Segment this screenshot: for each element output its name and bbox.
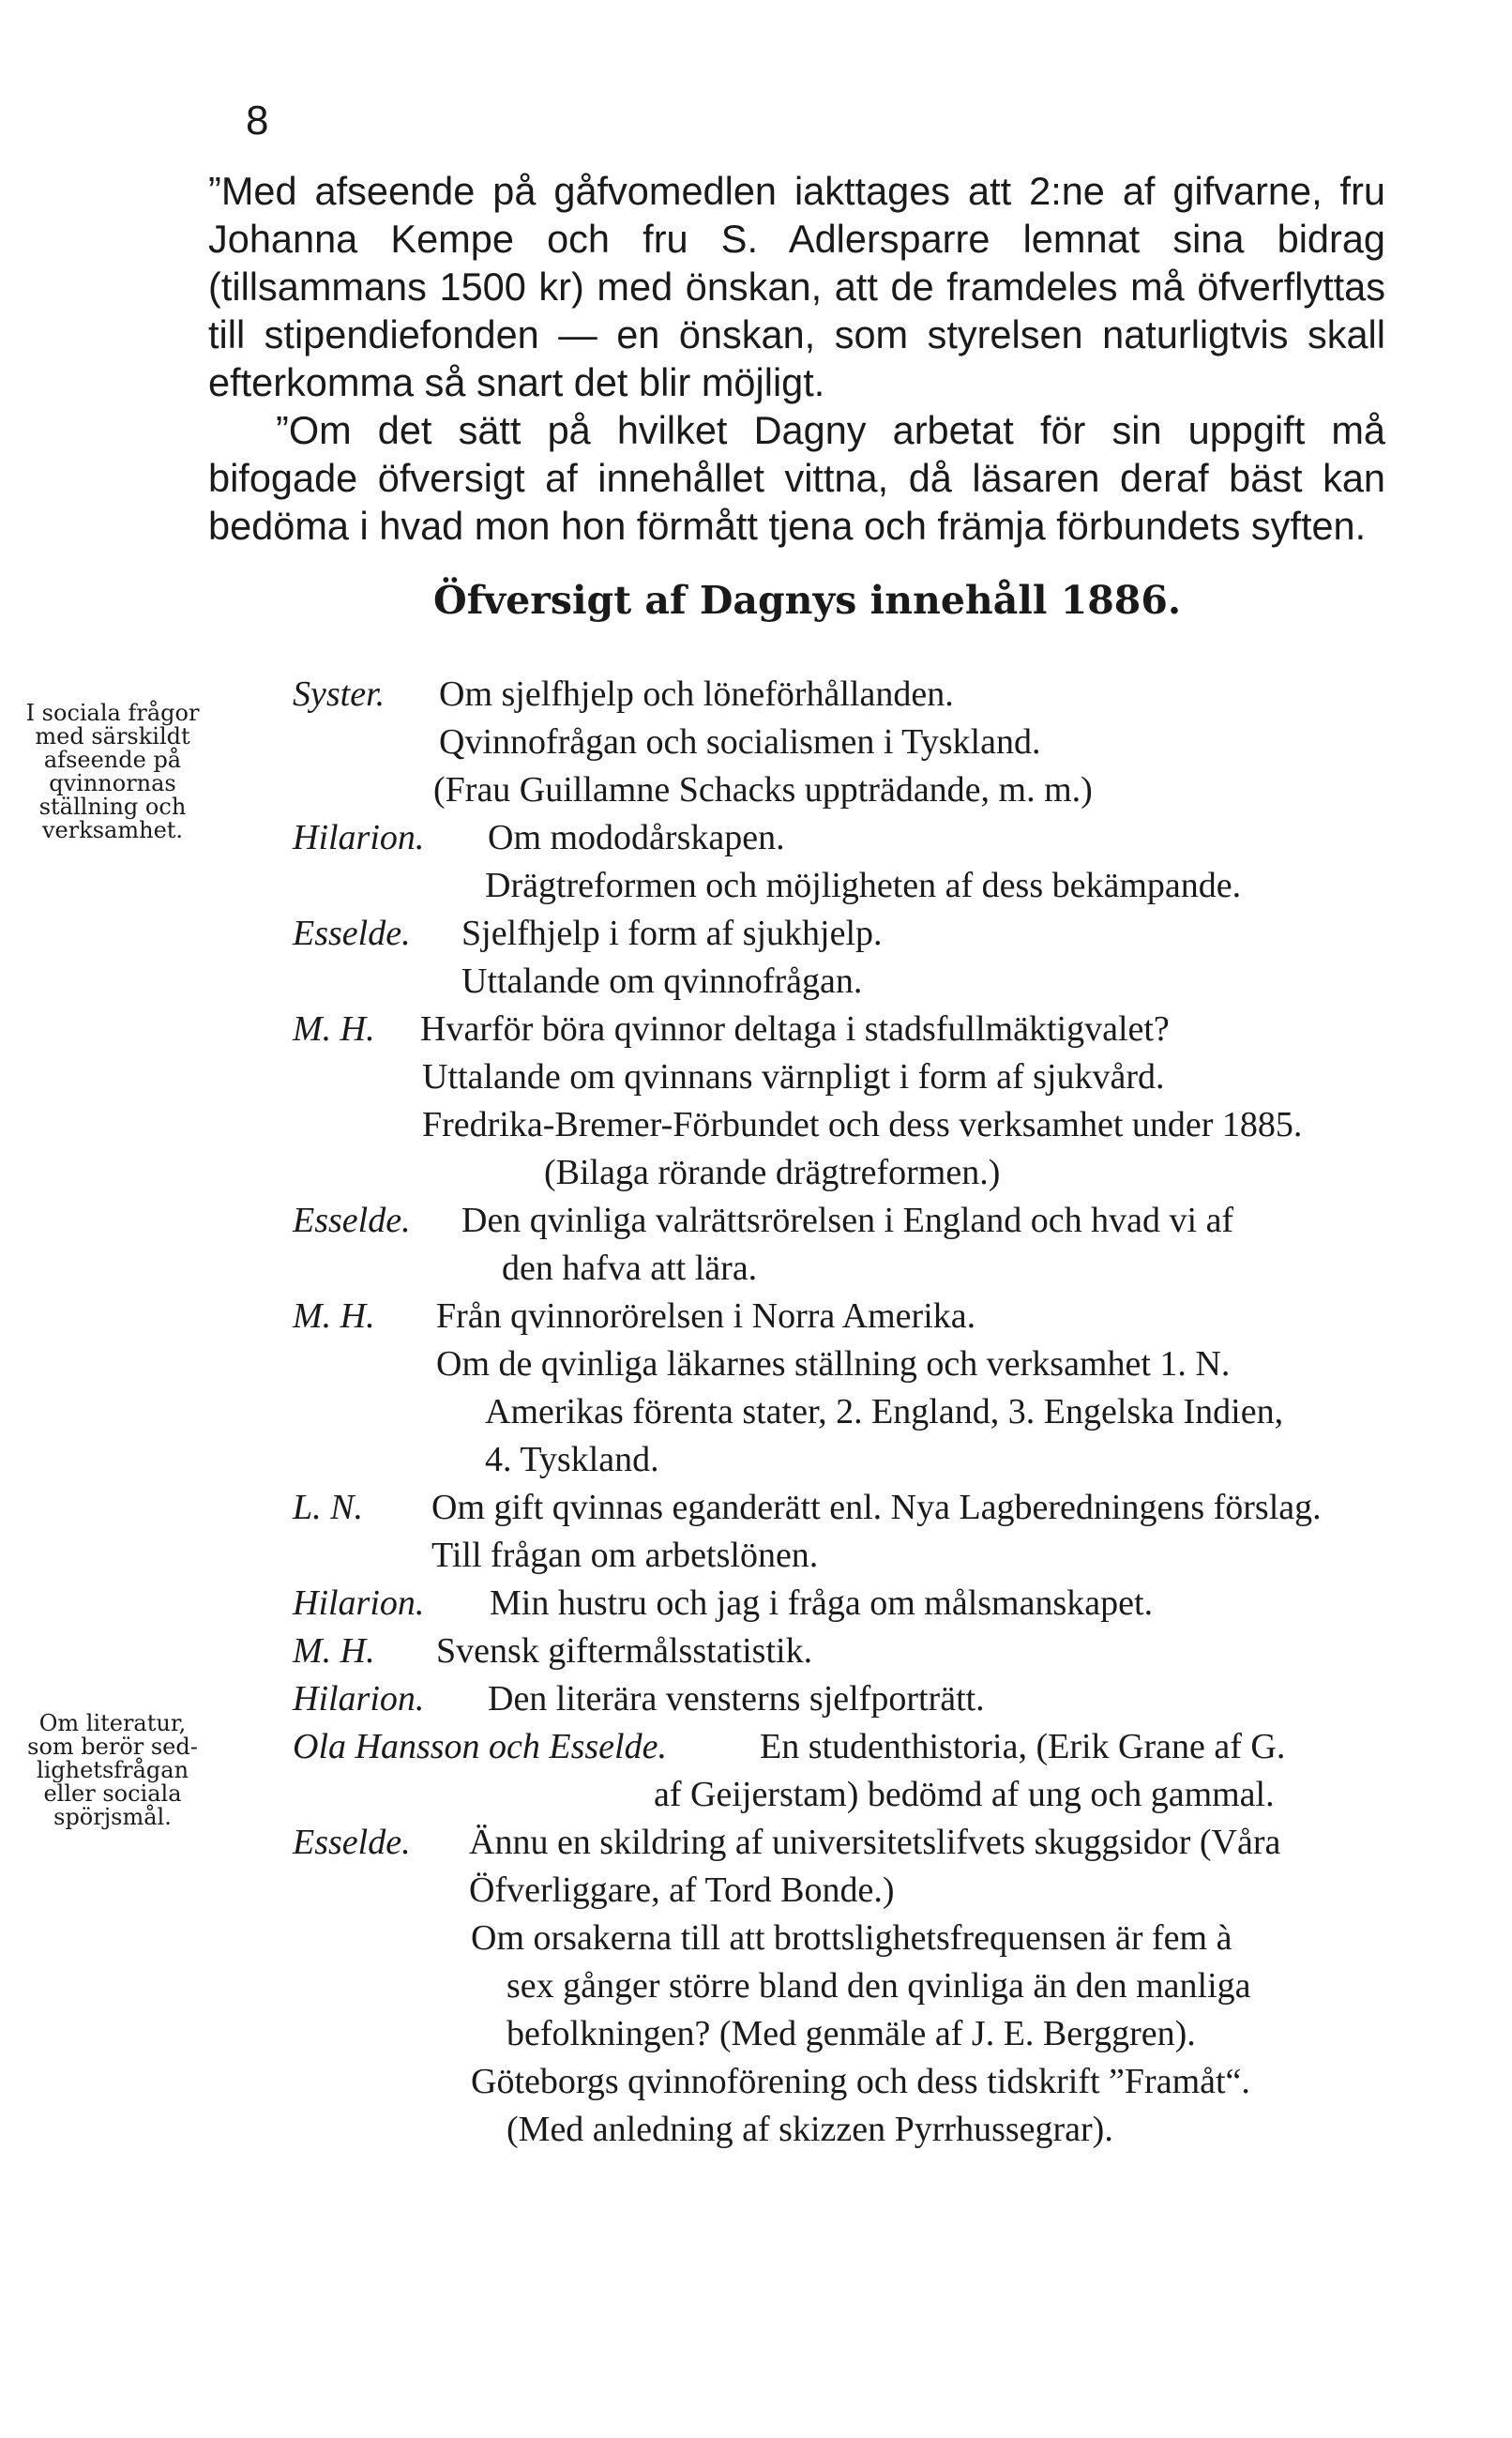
toc-author-signature: M. H. — [293, 1009, 375, 1049]
intro-paragraph: ”Med afseende på gåfvomedlen iakttages att 2:ne af gifvarne, fru Johanna Kempe och fru S. Adlersparre lemnat sina bidrag (tillsammans 1500 kr) med önskan, att de framdeles må öfverflyttas till stipendiefonden — en önskan, som styrelsen naturligtvis skall efterkomma så snart det blir möjligt. — [208, 169, 1385, 404]
page-number: 8 — [246, 98, 269, 144]
toc-author-signature: Hilarion. — [293, 818, 425, 857]
margin-note-line: som berör sed- — [27, 1734, 198, 1760]
margin-note-line: I sociala frågor — [25, 700, 200, 726]
margin-note-line: Om literatur, — [38, 1710, 187, 1736]
margin-note-line: afseende på — [43, 747, 182, 773]
toc-entry-title: Ännu en skildring af universitetslifvets skuggsidor (Våra — [469, 1823, 1281, 1862]
margin-note-line: spörjsmål. — [53, 1804, 172, 1830]
toc-entry-title: Uttalande om qvinnofrågan. — [461, 962, 863, 1001]
toc-author-signature: Esselde. — [293, 1201, 411, 1240]
toc-entry-title: Drägtreformen och möjligheten af dess bekämpande. — [485, 866, 1242, 905]
margin-note-line: verksamhet. — [41, 817, 184, 843]
toc-author-signature: L. N. — [293, 1488, 363, 1527]
toc-entry-title: den hafva att lära. — [502, 1249, 758, 1288]
toc-entry-title: Uttalande om qvinnans värnpligt i form af sjukvård. — [422, 1057, 1165, 1097]
margin-note-line: ställning och — [38, 794, 187, 820]
toc-entry-title: Qvinnofrågan och socialismen i Tyskland. — [439, 722, 1041, 762]
margin-note-line: lighetsfrågan — [36, 1757, 189, 1783]
toc-entry-title: befolkningen? (Med genmäle af J. E. Berggren). — [507, 2014, 1196, 2053]
toc-author-signature: Ola Hansson och Esselde. — [293, 1727, 667, 1766]
toc-entry-title: Göteborgs qvinnoförening och dess tidskrift ”Framåt“. — [471, 2062, 1250, 2101]
toc-entry-title: 4. Tyskland. — [485, 1440, 659, 1479]
toc-entry-title: Till frågan om arbetslönen. — [431, 1536, 819, 1575]
toc-entry-title: Den literära vensterns sjelfporträtt. — [488, 1679, 985, 1719]
toc-entry-title: Hvarför böra qvinnor deltaga i stadsfullmäktigvalet? — [420, 1009, 1170, 1049]
toc-entry-title: Fredrika-Bremer-Förbundet och dess verksamhet under 1885. — [422, 1105, 1303, 1144]
toc-author-signature: M. H. — [293, 1296, 375, 1336]
toc-entry-title: Öfverliggare, af Tord Bonde.) — [469, 1870, 895, 1910]
toc-entry-title: Om orsakerna till att brottslighetsfrequensen är fem à — [471, 1918, 1232, 1958]
margin-note-line: med särskildt — [35, 723, 190, 750]
intro-paragraph: ”Om det sätt på hvilket Dagny arbetat för sin uppgift må bifogade öfversigt af innehållet vittna, då läsaren deraf bäst kan bedöma i hvad mon hon förmått tjena och främja förbundets syften. — [208, 408, 1385, 548]
toc-entry-title: sex gånger större bland den qvinliga än den manliga — [507, 1966, 1251, 2006]
toc-entry-title: Från qvinnorörelsen i Norra Amerika. — [436, 1296, 976, 1336]
toc-author-signature: Hilarion. — [293, 1583, 425, 1623]
margin-note-line: eller sociala — [43, 1780, 182, 1807]
toc-entry-title: af Geijerstam) bedömd af ung och gammal. — [654, 1775, 1275, 1814]
section-heading: Öfversigt af Dagnys innehåll 1886. — [433, 578, 1182, 623]
toc-entry-title: Amerikas förenta stater, 2. England, 3. Engelska Indien, — [485, 1392, 1284, 1431]
toc-entry-title: Om de qvinliga läkarnes ställning och verksamhet 1. N. — [436, 1344, 1231, 1384]
toc-entry-title: Min hustru och jag i fråga om målsmanskapet. — [490, 1583, 1154, 1623]
toc-entry-title: Den qvinliga valrättsrörelsen i England och hvad vi af — [461, 1201, 1234, 1240]
toc-entry-title: Om mododårskapen. — [488, 818, 785, 857]
toc-author-signature: Esselde. — [293, 1823, 411, 1862]
margin-note-line: qvinnornas — [49, 770, 176, 796]
toc-entry-title: Svensk giftermålsstatistik. — [436, 1631, 813, 1671]
toc-author-signature: Syster. — [293, 674, 386, 714]
toc-entry-title: Om sjelfhjelp och löneförhållanden. — [439, 674, 954, 714]
toc-entry-title: Sjelfhjelp i form af sjukhjelp. — [461, 914, 883, 953]
toc-author-signature: M. H. — [293, 1631, 375, 1671]
toc-author-signature: Esselde. — [293, 914, 411, 953]
toc-author-signature: Hilarion. — [293, 1679, 425, 1719]
toc-entry-title: (Bilaga rörande drägtreformen.) — [544, 1153, 1001, 1192]
toc-entry-title: Om gift qvinnas eganderätt enl. Nya Lagberedningens förslag. — [431, 1488, 1322, 1527]
toc-entry-title: (Med anledning af skizzen Pyrrhussegrar). — [507, 2110, 1113, 2149]
toc-entry-title: (Frau Guillamne Schacks uppträdande, m. m.) — [433, 770, 1093, 810]
toc-entry-title: En studenthistoria, (Erik Grane af G. — [760, 1727, 1286, 1766]
